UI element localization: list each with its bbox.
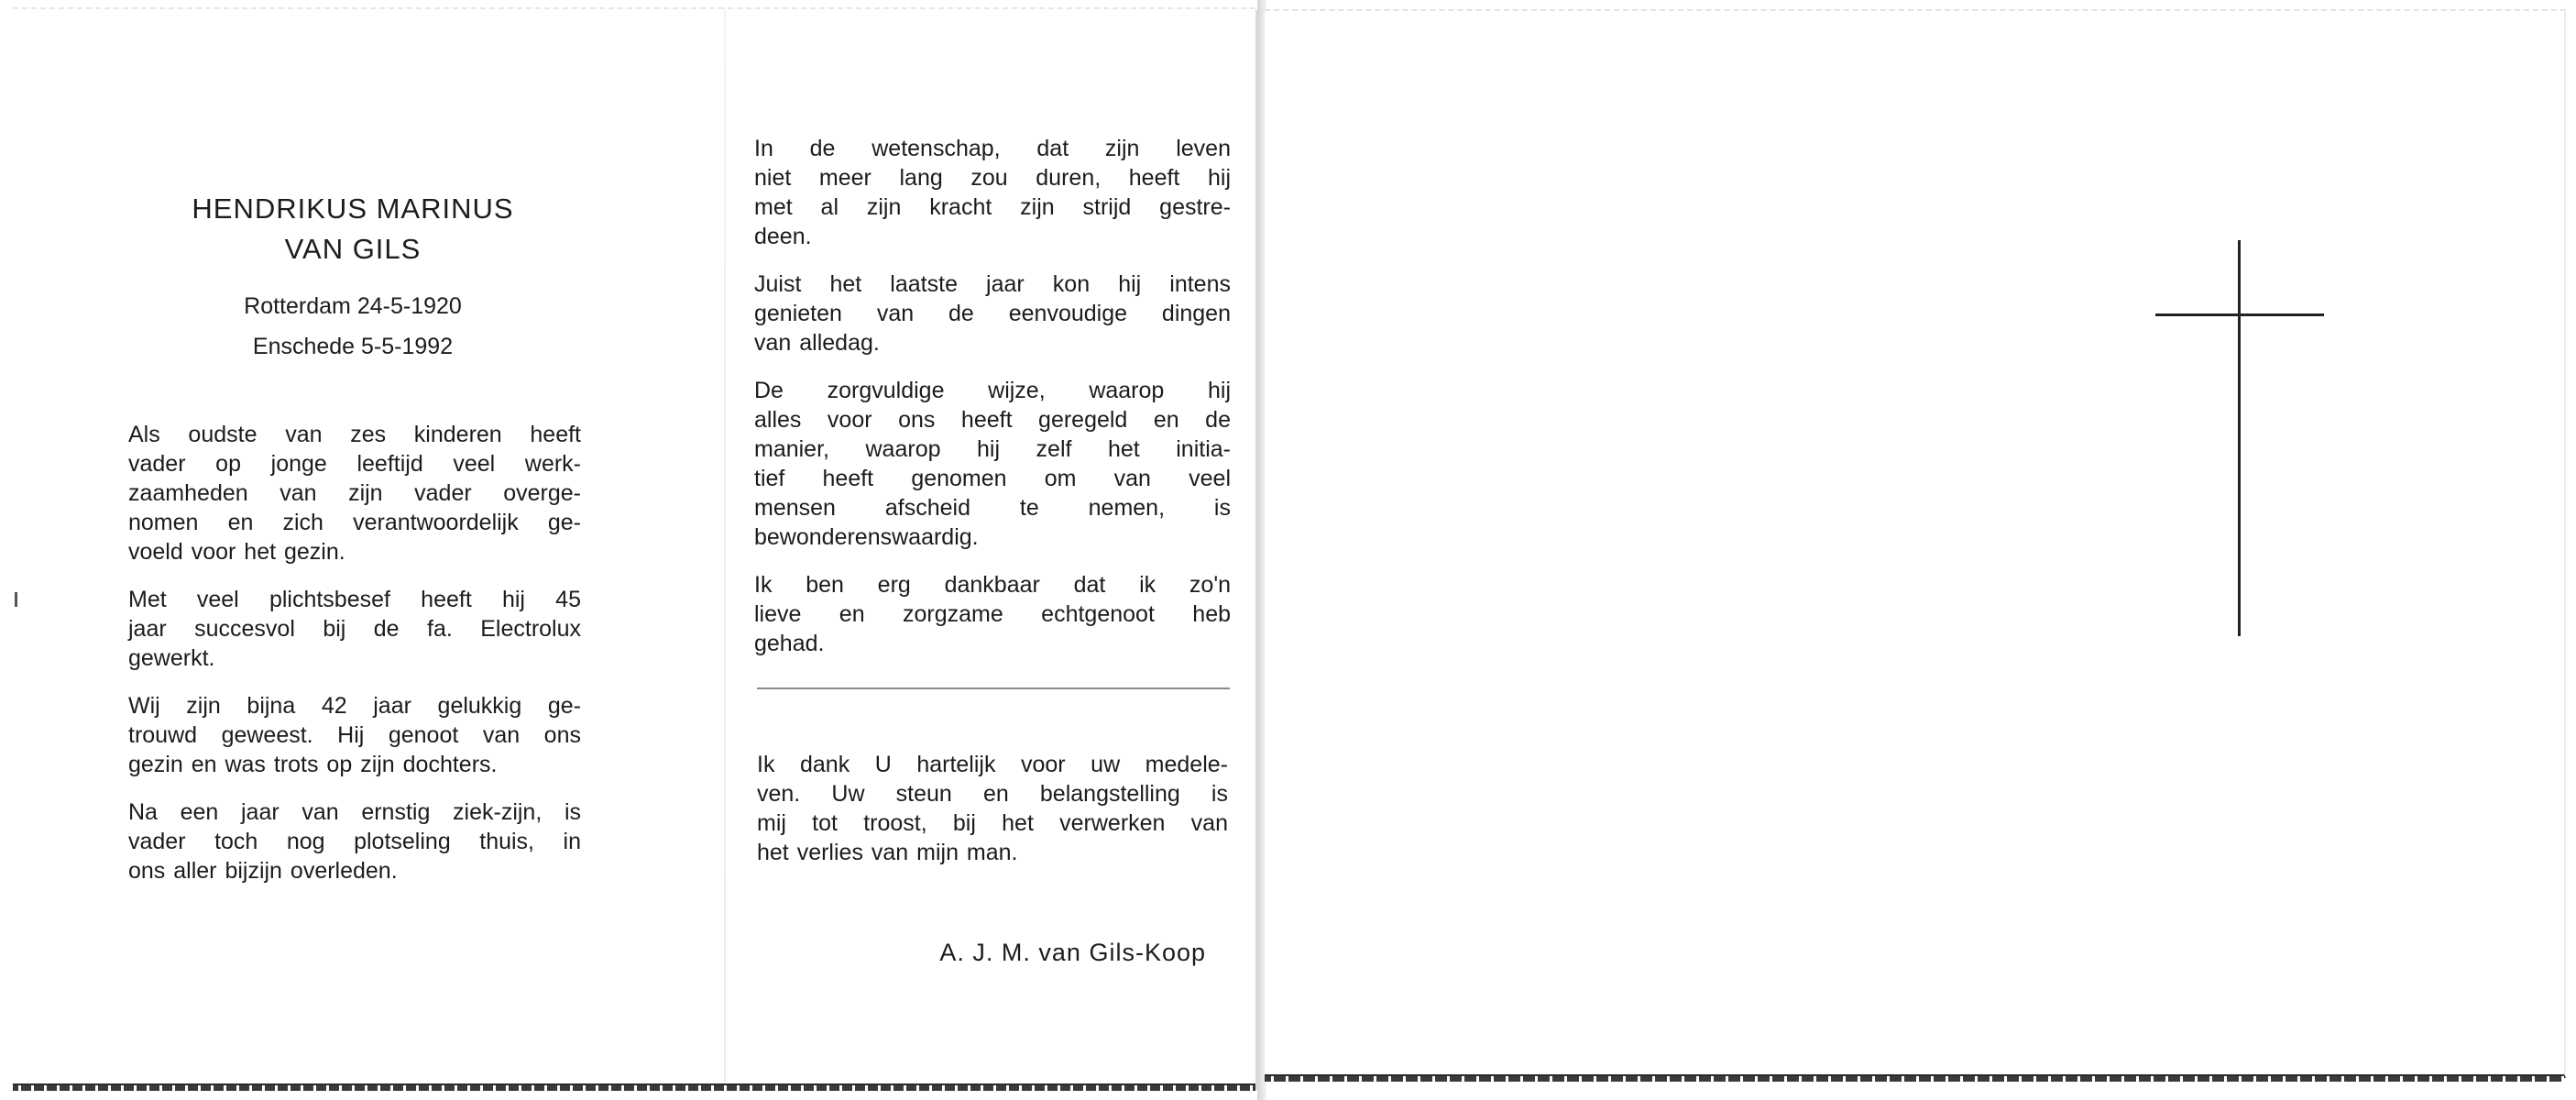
cross-vertical-bar xyxy=(2238,240,2241,636)
latin-cross-icon xyxy=(2155,240,2324,636)
text-line: Wij zijn bijna 42 jaar gelukkig ge- xyxy=(128,693,581,719)
life-dates xyxy=(137,286,568,367)
text-line: lieve en zorgzame echtgenoot heb xyxy=(754,601,1231,627)
text-line: met al zijn kracht zijn strijd gestre- xyxy=(754,194,1231,220)
text-line: tief heeft genomen om van veel xyxy=(754,466,1231,491)
text-line: Na een jaar van ernstig ziek-zijn, is xyxy=(128,799,581,825)
text-line: niet meer lang zou duren, heeft hij xyxy=(754,165,1231,191)
text-line: mensen afscheid te nemen, is xyxy=(754,495,1231,521)
right-paragraph xyxy=(754,270,1231,358)
text-line: Ik ben erg dankbaar dat ik zo'n xyxy=(754,572,1231,598)
deceased-header xyxy=(137,189,568,367)
signature: A. J. M. van Gils-Koop xyxy=(939,939,1206,966)
cross-horizontal-bar xyxy=(2155,314,2324,316)
deceased-name-line1: HENDRIKUS MARINUS xyxy=(192,192,514,225)
text-line: van alledag. xyxy=(754,330,880,356)
left-column-text xyxy=(128,420,581,904)
right-paragraph xyxy=(754,570,1231,658)
thanks-paragraph xyxy=(757,750,1228,867)
text-line: trouwd geweest. Hij genoot van ons xyxy=(128,722,581,748)
text-line: deen. xyxy=(754,224,812,249)
text-line: vader op jonge leeftijd veel werk- xyxy=(128,451,581,477)
left-paragraph xyxy=(128,691,581,779)
text-line: zaamheden van zijn vader overge- xyxy=(128,480,581,506)
thanks-text xyxy=(757,750,1228,886)
text-line: voeld voor het gezin. xyxy=(128,539,345,565)
text-line: ven. Uw steun en belangstelling is xyxy=(757,781,1228,807)
text-line: mij tot troost, bij het verwerken van xyxy=(757,810,1228,836)
death-line: Enschede 5-5-1992 xyxy=(252,334,454,359)
text-line: Juist het laatste jaar kon hij intens xyxy=(754,271,1231,297)
edge-mark xyxy=(15,592,17,607)
left-paragraph xyxy=(128,585,581,673)
text-line: gewerkt. xyxy=(128,645,215,671)
front-card xyxy=(1265,9,2566,1078)
text-line: Als oudste van zes kinderen heeft xyxy=(128,422,581,447)
text-line: gezin en was trots op zijn dochters. xyxy=(128,752,498,777)
text-line: vader toch nog plotseling thuis, in xyxy=(128,829,581,854)
text-line: nomen en zich verantwoordelijk ge- xyxy=(128,510,581,535)
separator-line xyxy=(757,688,1230,689)
text-line: het verlies van mijn man. xyxy=(757,840,1018,865)
deceased-name-line2: VAN GILS xyxy=(284,233,422,265)
card-fold xyxy=(724,9,726,1084)
text-line: Ik dank U hartelijk voor uw medele- xyxy=(757,752,1228,777)
text-line: In de wetenschap, dat zijn leven xyxy=(754,136,1231,161)
birth-line: Rotterdam 24-5-1920 xyxy=(244,293,462,319)
right-paragraph xyxy=(754,134,1231,251)
text-line: gehad. xyxy=(754,631,825,656)
text-line: genieten van de eenvoudige dingen xyxy=(754,301,1231,326)
text-line: alles voor ons heeft geregeld en de xyxy=(754,407,1231,433)
left-paragraph xyxy=(128,420,581,566)
text-line: Met veel plichtsbesef heeft hij 45 xyxy=(128,587,581,612)
right-paragraph xyxy=(754,376,1231,552)
right-column-text xyxy=(754,134,1231,676)
text-line: De zorgvuldige wijze, waarop hij xyxy=(754,378,1231,403)
text-line: bewonderenswaardig. xyxy=(754,524,979,550)
text-line: manier, waarop hij zelf het initia- xyxy=(754,436,1231,462)
text-line: ons aller bijzijn overleden. xyxy=(128,858,398,884)
text-line: jaar succesvol bij de fa. Electrolux xyxy=(128,616,581,642)
left-paragraph xyxy=(128,798,581,886)
